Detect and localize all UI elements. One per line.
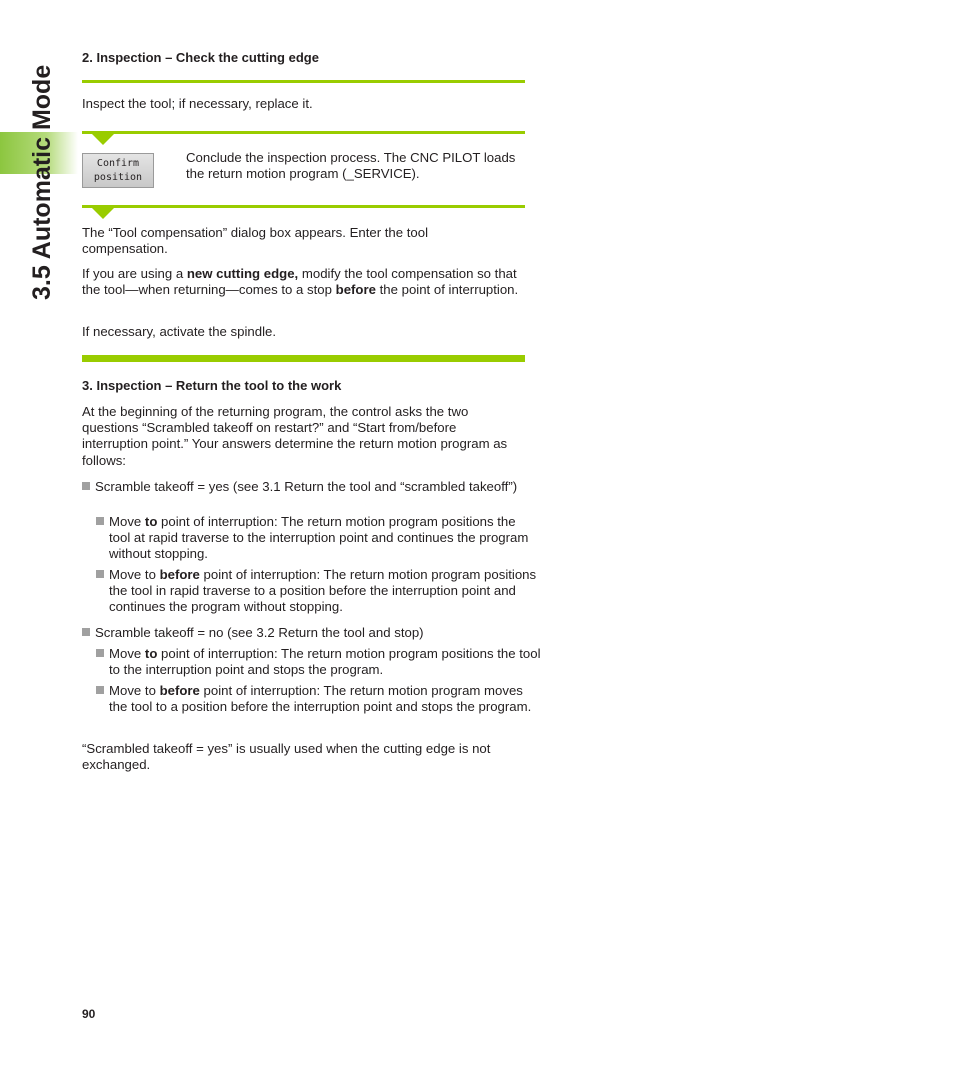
bullet-square-icon — [96, 570, 104, 578]
divider-rule — [82, 205, 525, 208]
confirm-position-softkey[interactable] — [82, 153, 154, 188]
spindle-text: If necessary, activate the spindle. — [82, 324, 277, 339]
dialog-text: The “Tool compensation” dialog box appears. Enter the tool compensation. — [82, 225, 429, 257]
list-item-yes-to: Move to point of interruption: The return motion program positions the tool at rapid traverse to the interruption point and continues the program without stopping. — [96, 514, 539, 563]
new-edge-text: If you are using a new cutting edge, modify the tool compensation so that the tool—when returning—comes to a stop before the point of interruption. — [82, 266, 519, 298]
divider-rule — [82, 131, 525, 134]
list-item-yes-before: Move to before point of interruption: The return motion program positions the tool in rapid traverse to a position before the interruption point and continues the program without stopping. — [96, 567, 539, 616]
bullet-square-icon — [82, 482, 90, 490]
note-text: “Scrambled takeoff = yes” is usually used when the cutting edge is not exchanged. — [82, 741, 491, 773]
intro-text: At the beginning of the returning program, the control asks the two questions “Scrambled takeoff on restart?” and “Start from/before interruption point.” Your answers determine the return motion program as follows: — [82, 404, 508, 468]
section-divider — [82, 355, 525, 362]
chapter-side-title: 3.5 Automatic Mode — [28, 64, 56, 300]
list-item-yes: Scramble takeoff = yes (see 3.1 Return the tool and “scrambled takeoff”) — [82, 479, 535, 495]
bullet-square-icon — [96, 649, 104, 657]
page-number: 90 — [82, 1007, 96, 1021]
softkey-label-line1: Confirm — [96, 158, 140, 169]
section-2-heading: 2. Inspection – Check the cutting edge — [82, 50, 319, 65]
list-item-no-to: Move to point of interruption: The return motion program positions the tool to the interruption point and stops the program. — [96, 646, 541, 678]
conclude-text: Conclude the inspection process. The CNC PILOT loads the return motion program (_SERVICE). — [186, 150, 516, 182]
bullet-square-icon — [82, 628, 90, 636]
down-arrow-icon — [92, 208, 114, 219]
softkey-label-line2: position — [93, 172, 143, 183]
divider-rule — [82, 80, 525, 83]
inspect-text: Inspect the tool; if necessary, replace it. — [82, 96, 313, 111]
section-3-heading: 3. Inspection – Return the tool to the work — [82, 378, 342, 393]
bullet-square-icon — [96, 517, 104, 525]
bullet-square-icon — [96, 686, 104, 694]
list-item-no-before: Move to before point of interruption: The return motion program moves the tool to a position before the interruption point and stops the program. — [96, 683, 539, 715]
down-arrow-icon — [92, 134, 114, 145]
list-item-no: Scramble takeoff = no (see 3.2 Return the tool and stop) — [82, 625, 535, 641]
